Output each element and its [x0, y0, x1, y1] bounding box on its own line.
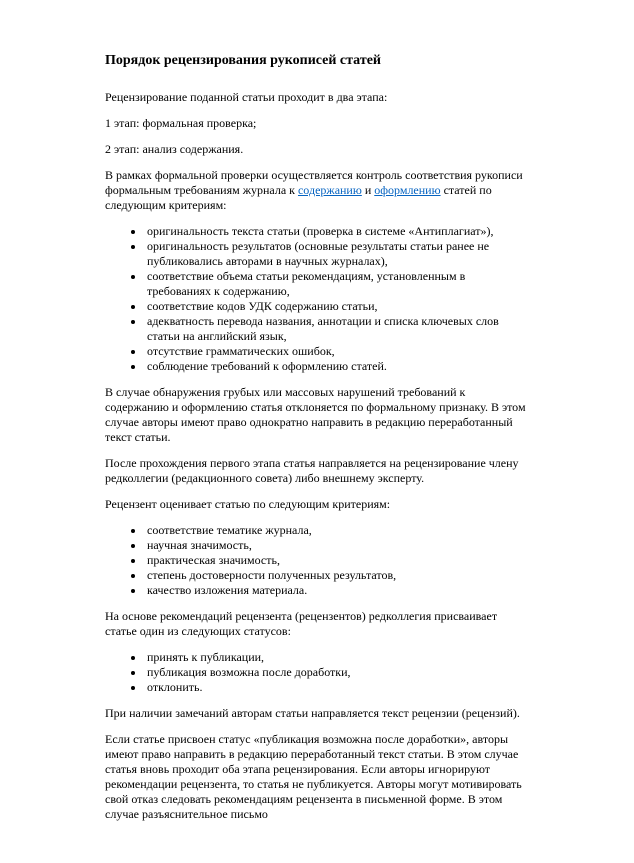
- paragraph-formal-check: [105, 168, 530, 213]
- list-item: • принять к публикации,: [145, 650, 530, 665]
- list-item: • адекватность перевода названия, аннотации и списка ключевых слов статьи на английский язык,: [145, 314, 530, 344]
- list-item: • оригинальность результатов (основные результаты статьи ранее не публиковались авторами в научных журналах),: [145, 239, 530, 269]
- list-item: • отклонить.: [145, 680, 530, 695]
- list-item: • оригинальность текста статьи (проверка в системе «Антиплагиат»),: [145, 224, 530, 239]
- content-requirements-link[interactable]: содержанию: [297, 183, 362, 197]
- paragraph-reviewer-intro: Рецензент оценивает статью по следующим критериям:: [105, 497, 391, 511]
- paragraph-stage-1: 1 этап: формальная проверка;: [105, 116, 257, 130]
- formal-check-text-middle: и: [361, 183, 375, 197]
- formal-criteria-list: [105, 224, 530, 374]
- list-item: • соответствие объема статьи рекомендациям, установленным в требованиях к содержанию,: [145, 269, 530, 299]
- paragraph-after-first-stage: После прохождения первого этапа статья направляется на рецензирование члену редколлегии (редакционного совета) либо внешнему эксперту.: [105, 456, 519, 485]
- list-item: • соответствие тематике журнала,: [145, 523, 530, 538]
- status-list: [105, 650, 530, 695]
- list-item: • публикация возможна после доработки,: [145, 665, 530, 680]
- list-item: • практическая значимость,: [145, 553, 530, 568]
- paragraph-rejection: В случае обнаружения грубых или массовых нарушений требований к содержанию и оформлению статья отклоняется по формальному признаку. В этом случае авторы имеют право однократно направить в редакцию переработанный текст статьи.: [105, 385, 526, 444]
- formal-check-text-after: статей по следующим критериям:: [105, 183, 492, 212]
- list-item: • соответствие кодов УДК содержанию статьи,: [145, 299, 530, 314]
- formal-check-text-before: В рамках формальной проверки осуществляется контроль соответствия рукописи формальным требованиям журнала к: [105, 168, 523, 197]
- list-item: • отсутствие грамматических ошибок,: [145, 344, 530, 359]
- list-item: • качество изложения материала.: [145, 583, 530, 598]
- paragraph-revision: Если статье присвоен статус «публикация возможна после доработки», авторы имеют право направить в редакцию переработанный текст статьи. В этом случае статья вновь проходит оба этапа рецензирования. Если авторы игнорируют рекомендации рецензента, то статья не публикуется. Авторы могут мотивировать свой отказ следовать рекомендациям рецензента в письменной форме. В этом случае разъяснительное письмо: [105, 732, 522, 821]
- page-title: Порядок рецензирования рукописей статей: [105, 53, 381, 68]
- list-item: • степень достоверности полученных результатов,: [145, 568, 530, 583]
- paragraph-intro: Рецензирование поданной статьи проходит в два этапа:: [105, 90, 388, 104]
- paragraph-remarks: При наличии замечаний авторам статьи направляется текст рецензии (рецензий).: [105, 706, 520, 720]
- list-item: • соблюдение требований к оформлению статей.: [145, 359, 530, 374]
- paragraph-stage-2: 2 этап: анализ содержания.: [105, 142, 244, 156]
- list-item: • научная значимость,: [145, 538, 530, 553]
- reviewer-criteria-list: [105, 523, 530, 598]
- formatting-requirements-link[interactable]: оформлению: [374, 183, 441, 197]
- paragraph-status-intro: На основе рекомендаций рецензента (рецензентов) редколлегия присваивает статье один из следующих статусов:: [105, 609, 498, 638]
